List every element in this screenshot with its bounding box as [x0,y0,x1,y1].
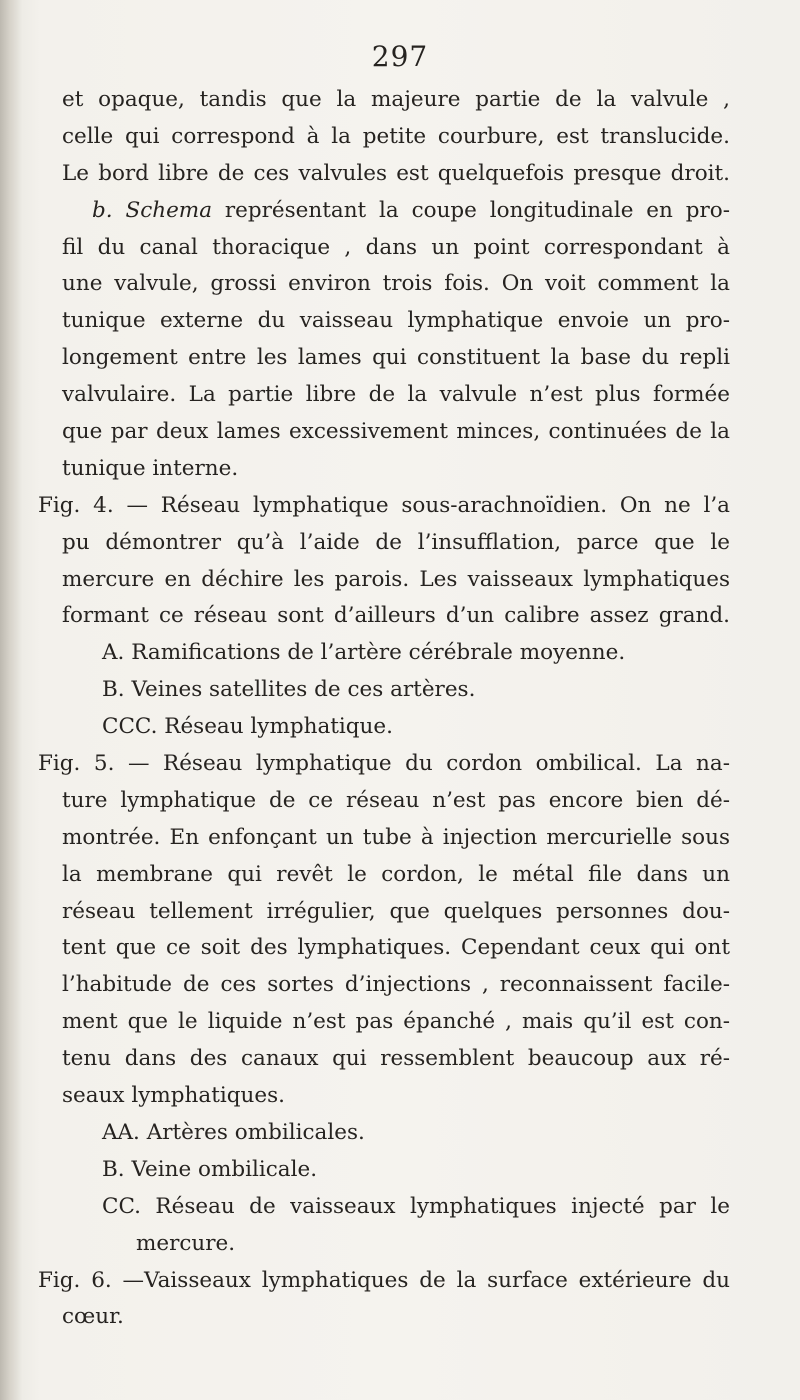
page-number: 297 [371,40,429,73]
text-line: pu démontrer qu’à l’aide de l’insufflation, parce que le [62,529,730,555]
text-line: une valvule, grossi environ trois fois. On voit comment la [62,271,730,297]
legend-item: CCC. Réseau lymphatique. [102,714,393,740]
text-line: formant ce réseau sont d’ailleurs d’un calibre assez grand. [62,603,730,629]
text-line: tenu dans des canaux qui ressemblent beaucoup aux ré- [62,1046,730,1072]
text-line: tunique interne. [62,455,239,481]
text-line: l’habitude de ces sortes d’injections , reconnaissent facile- [62,972,730,998]
page-binding-shadow [0,0,22,1400]
legend-item: A. Ramifications de l’artère cérébrale moyenne. [102,640,626,666]
text-line: tent que ce soit des lymphatiques. Cependant ceux qui ont [62,935,730,961]
text-line: et opaque, tandis que la majeure partie de la valvule , [62,87,730,112]
figure-caption-heading: Fig. 5. — Réseau lymphatique du cordon ombilical. La na- [38,751,730,777]
text-line: mercure en déchire les parois. Les vaisseaux lymphatiques [62,566,730,592]
text-line: ment que le liquide n’est pas épanché , mais qu’il est con- [62,1009,730,1035]
text-line: ture lymphatique de ce réseau n’est pas encore bien dé- [62,787,730,813]
text-line: b. Schema représentant la coupe longitudinale en pro- [92,197,730,223]
legend-item: B. Veine ombilicale. [102,1156,318,1182]
text-line: la membrane qui revêt le cordon, le métal file dans un [62,861,730,887]
figure-caption-heading: Fig. 4. — Réseau lymphatique sous-arachnoïdien. On ne l’a [38,492,730,518]
text-line: longement entre les lames qui constituent la base du repli [62,345,730,371]
text-line: tunique externe du vaisseau lymphatique envoie un pro- [62,308,730,334]
text-line: fil du canal thoracique , dans un point correspondant à [62,234,730,260]
legend-item: AA. Artères ombilicales. [102,1119,365,1145]
text-line: réseau tellement irrégulier, que quelques personnes dou- [62,898,730,924]
legend-item: mercure. [136,1230,236,1256]
legend-item: CC. Réseau de vaisseaux lymphatiques injecté par le [102,1193,730,1219]
figure-caption-heading: Fig. 6. —Vaisseaux lymphatiques de la surface extérieure du [38,1267,730,1293]
text-line: valvulaire. La partie libre de la valvule n’est plus formée [62,382,730,408]
text-line: montrée. En enfonçant un tube à injection mercurielle sous [62,824,730,850]
text-line: seaux lymphatiques. [62,1083,285,1109]
text-line: que par deux lames excessivement minces, continuées de la [62,419,730,445]
text-line: Le bord libre de ces valvules est quelquefois presque droit. [62,160,730,186]
text-line: cœur. [62,1304,124,1330]
text-line: celle qui correspond à la petite courbure, est translucide. [62,123,730,149]
legend-item: B. Veines satellites de ces artères. [102,677,476,703]
body-text [38,82,730,1336]
